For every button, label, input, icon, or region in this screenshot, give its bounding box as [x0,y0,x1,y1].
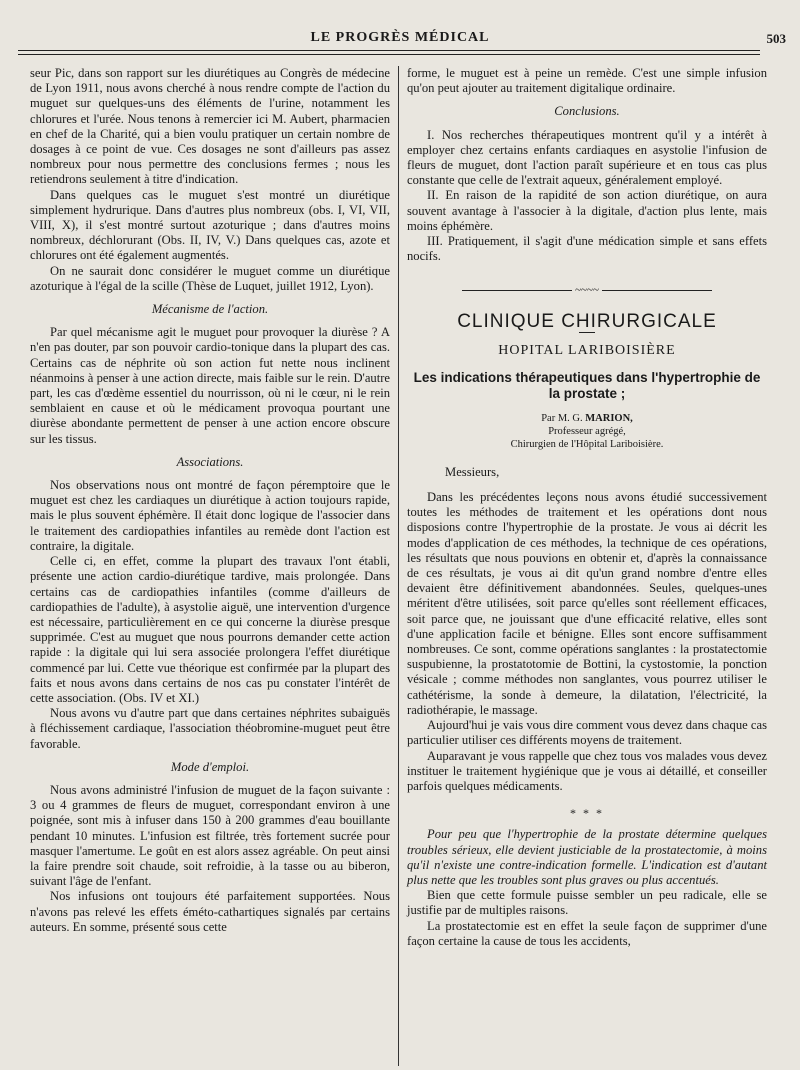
paragraph: Dans les précédentes leçons nous avons étudié successivement toutes les méthodes de traitement et les opérations dont nous disposions contre l'hypertrophie de la prostate. Je vous ai décrit les modes d'application de ces méthodes, la technique de ces opérations, les résultats que nous pouvions en obtenir et, d'après la connaissance de ces résultats, je vous ai dit qu'un grand nombre d'entre elles devaient être définitivement abandonnées. Seules, quelques-unes méritent d'être utilisées, soit parce qu'elles sont réellement efficaces, soit parce que, ne jouissant que d'une efficacité relative, elles sont d'une application facile et bénigne. Elles sont encore suffisamment nombreuses. Ce sont, comme opérations sanglantes : la prostatectomie suspubienne, la prostatotomie de Bottini, la cystostomie, la ponction vésicale ; comme méthodes non sanglantes, vous pourrez utiliser le cathétérisme, la sonde à demeure, la dilatation, l'électricité, la radiothérapie, le massage. [407,490,767,717]
ornament-line [602,290,712,291]
paragraph: La prostatectomie est en effet la seule façon de supprimer d'une façon certaine la cause de tous les accidents, [407,918,767,948]
author-block [407,412,767,451]
column-divider [398,66,399,1066]
conclusion-item: I. Nos recherches thérapeutiques montrent qu'il y a intérêt à employer chez certains enfants cardiaques en asystolie l'infusion de fleurs de muguet, dont l'action paraît supérieure et en tous cas plus constante que celle de l'extrait aqueux, généralement employé. [407,127,767,188]
paragraph: Celle ci, en effet, comme la plupart des travaux l'ont établi, présente une action cardio-diurétique tardive, mais prolongée. Dans certains cas de cardiopathies infantiles (comme d'ailleurs de cardiopathies de l'adulte), à asystolie aiguë, une intervention d'urgence est nécessaire, particulièrement en ce qui concerne la diurèse presque supprimée. C'est au muguet que nous pourrons demander cette action rapide : la digitale qui lui sera associée prolongera l'effet diurétique commencé par lui. Cette vue théorique est confirmée par la plupart des faits et nous avons dans certains de nos cas pu constater l'intérêt de cette association. (Obs. IV et XI.) [30,554,390,705]
paragraph: Auparavant je vous rappelle que chez tous vos malades vous devez instituer le traitement hygiénique que je vous ai détaillé, et conseiller parfois quelques médicaments. [407,748,767,793]
paragraph: Nous avons vu d'autre part que dans certaines néphrites subaiguës à fléchissement cardiaque, l'association théobromine-muguet peut être favorable. [30,706,390,751]
subheading-mode-emploi: Mode d'emploi. [170,759,250,774]
right-column [407,66,767,949]
paragraph: Par quel mécanisme agit le muguet pour provoquer la diurèse ? A n'en pas douter, par son pouvoir cardio-tonique dans la plupart des cas. Certains cas de néphrite où son action fut nette nous inclinent néanmoins à penser à une action directe, mais faible sur le rein. D'autre part, les cas d'œdème essentiel du nourrisson, où ni le cœur, ni le rein semblaient en cause et où le médicament provoqua pourtant une diurèse abondante permettent de penser à une action encore obscure sur les tissus. [30,325,390,446]
salutation: Messieurs, [445,464,500,479]
paragraph: forme, le muguet est à peine un remède. C'est une simple infusion qu'on peut ajouter au traitement digitalique ordinaire. [407,66,767,96]
author-line [407,412,767,425]
paragraph: Aujourd'hui je vais vous dire comment vous devez dans chaque cas particulier utiliser ces différents moyens de traitement. [407,718,767,748]
subheading-conclusions: Conclusions. [554,104,620,119]
ornament-flourish: ~~~~ [575,284,599,297]
paragraph: Nos infusions ont toujours été parfaitement supportées. Nous n'avons pas relevé les effets éméto-cathartiques signalés par certains auteurs. En somme, présenté sous cette [30,889,390,934]
left-column [30,66,390,935]
paragraph: Bien que cette formule puisse sembler un peu radicale, elle se justifie par de multiples raisons. [407,888,767,918]
subheading-associations: Associations. [176,454,244,469]
paragraph: seur Pic, dans son rapport sur les diurétiques au Congrès de médecine de Lyon 1911, nous avons cherché à nous rendre compte de l'action du muguet sur quelques-uns des éléments de l'urine, notamment les chlorures et l'urée. Nous tenons à remercier ici M. Aubert, pharmacien en chef de la Charité, qui a bien voulu pratiquer un certain nombre de dosages à ce point de vue. Ces dosages ne sont d'ailleurs pas assez nombreux pour nous permettre des conclusions fermes ; nous les retiendrons seulement à titre d'indication. [30,66,390,187]
author-role: Professeur agrégé, [548,425,626,437]
running-title: LE PROGRÈS MÉDICAL [310,30,490,45]
subheading-mecanisme: Mécanisme de l'action. [151,302,269,317]
paragraph: Nos observations nous ont montré de façon péremptoire que le muguet est chez les cardiaques un diurétique à action toujours rapide, mais le plus souvent éphémère. Il était donc logique de l'associer dans le traitement des cardiopathies infantiles au remède dont l'action est contraire, la digitale. [30,478,390,553]
section-stars: * * * [570,806,604,821]
conclusion-item: II. En raison de la rapidité de son action diurétique, on aura souvent avantage à l'associer à la digitale, d'action plus lente, mais moins éphémère. [407,188,767,233]
paragraph-italic: Pour peu que l'hypertrophie de la prostate détermine quelques troubles sérieux, elle devient justiciable de la prostatectomie, à moins qu'il n'existe une contre-indication formelle. L'indication est d'autant plus nette que les troubles sont plus graves ou plus accentués. [407,827,767,887]
author-prefix: Par M. G. [541,412,583,424]
lecture-title: Les indications thérapeutiques dans l'hypertrophie de la prostate ; [413,369,761,401]
section-title: CLINIQUE CHIRURGICALE [457,311,717,333]
paragraph: Nous avons administré l'infusion de muguet de la façon suivante : 3 ou 4 grammes de fleurs de muguet, correspondant environ à une poignée, sont mis à infuser dans 150 à 200 grammes d'eau bouillante pendant 10 minutes. L'infusion est filtrée, très fortement sucrée pour masquer l'amertume. Le goût en est alors assez agréable. On peut ainsi la faire prendre soit chaude, soit refroidie, à la tasse ou au biberon, suivant l'âge de l'enfant. [30,782,390,889]
page-header [0,0,800,48]
paragraph: On ne saurait donc considérer le muguet comme un diurétique azoturique à l'égal de la scille (Thèse de Luquet, juillet 1912, Lyon). [30,263,390,293]
ornament-line [462,290,572,291]
header-rule [18,50,760,51]
header-rule-double [18,54,760,55]
section-ornament [407,284,767,296]
author-affiliation: Chirurgien de l'Hôpital Lariboisière. [510,438,664,450]
conclusion-item: III. Pratiquement, il s'agit d'une médication simple et sans effets nocifs. [407,234,767,264]
page-number: 503 [766,31,786,46]
hospital-name: HOPITAL LARIBOISIÈRE [498,342,676,358]
author-name: MARION, [585,412,633,424]
paragraph: Dans quelques cas le muguet s'est montré un diurétique simplement hydrurique. Dans d'autres plus nombreux (obs. I, VI, VII, VIII, X), il s'est montré surtout azoturique ; dans d'autres moins nombreux, déchlorurant (Obs. II, IV, V.) Dans quelques cas, azote et chlorures ont été également augmentés. [30,187,390,263]
